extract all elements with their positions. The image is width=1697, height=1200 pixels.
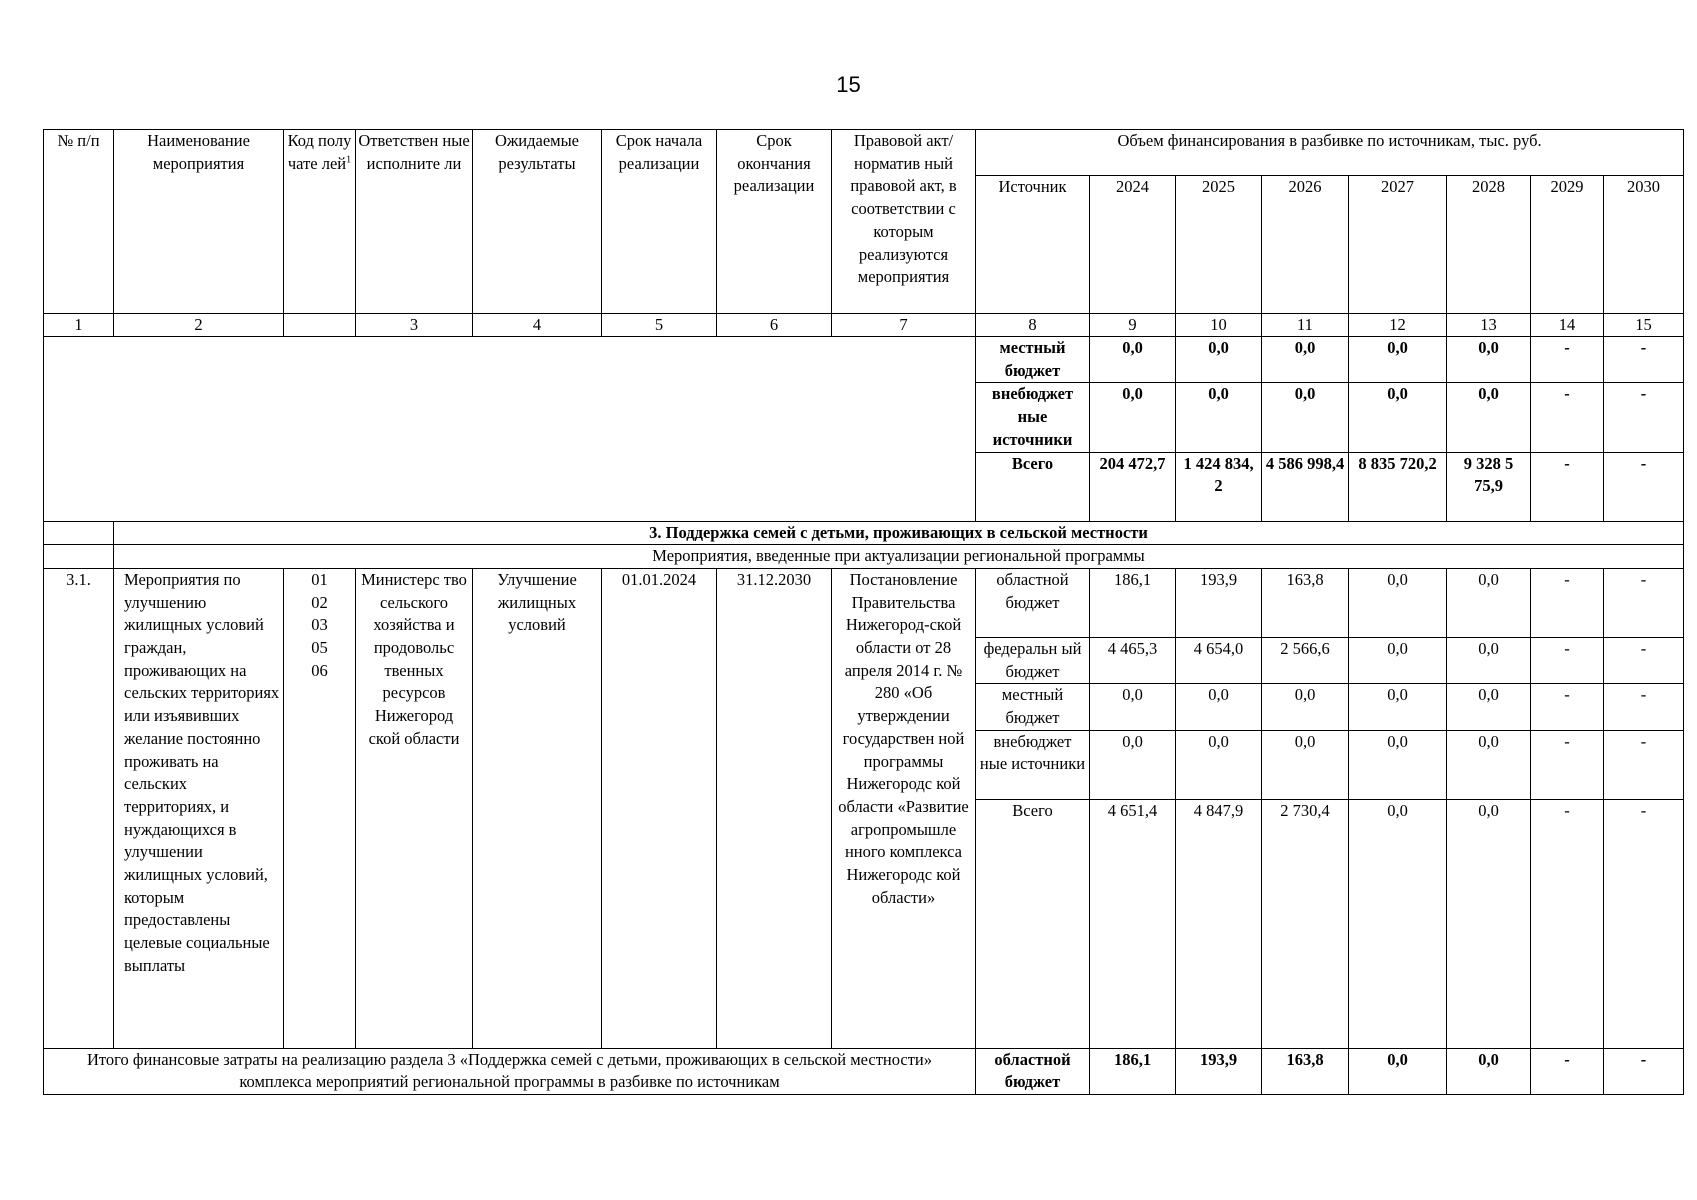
value-cell: 0,0 bbox=[1262, 383, 1349, 452]
value-cell: 0,0 bbox=[1349, 1048, 1447, 1094]
header-year: 2025 bbox=[1176, 176, 1262, 314]
value-cell: - bbox=[1531, 383, 1604, 452]
value-cell: - bbox=[1604, 452, 1684, 521]
value-cell: - bbox=[1531, 799, 1604, 1048]
code-item: 01 bbox=[311, 569, 328, 589]
value-cell: 0,0 bbox=[1349, 383, 1447, 452]
value-cell: 0,0 bbox=[1447, 383, 1531, 452]
header-year: 2029 bbox=[1531, 176, 1604, 314]
header-funding: Объем финансирования в разбивке по источникам, тыс. руб. bbox=[976, 130, 1684, 176]
header-end: Срок окончания реализации bbox=[717, 130, 832, 314]
section-title: 3. Поддержка семей с детьми, проживающих в сельской местности bbox=[114, 521, 1684, 545]
source-cell: Всего bbox=[976, 799, 1090, 1048]
value-cell: 0,0 bbox=[1349, 637, 1447, 683]
section-subtitle-row bbox=[44, 545, 1684, 569]
header-responsible: Ответствен ные исполните ли bbox=[356, 130, 473, 314]
page-number: 15 bbox=[836, 72, 861, 97]
carryover-blank bbox=[44, 337, 976, 522]
carryover-row bbox=[44, 337, 1684, 383]
funding-table bbox=[43, 129, 1684, 1095]
column-number: 12 bbox=[1349, 314, 1447, 337]
header-source: Источник bbox=[976, 176, 1090, 314]
header-year: 2027 bbox=[1349, 176, 1447, 314]
measure-name: Мероприятия по улучшению жилищных условий граждан, проживающих на сельских территориях или изъявивших желание постоянно проживать на сельских территориях, и нуждающихся в улучшении жилищных условий, которым предоставлены целевые социальные выплаты bbox=[114, 568, 284, 1048]
source-cell: местный бюджет bbox=[976, 337, 1090, 383]
value-cell: 0,0 bbox=[1447, 1048, 1531, 1094]
code-item: 05 bbox=[311, 638, 328, 658]
value-cell: 9 328 5 75,9 bbox=[1447, 452, 1531, 521]
value-cell: 1 424 834, 2 bbox=[1176, 452, 1262, 521]
value-cell: 0,0 bbox=[1447, 337, 1531, 383]
header-num: № п/п bbox=[44, 130, 114, 314]
column-number: 11 bbox=[1262, 314, 1349, 337]
value-cell: - bbox=[1531, 684, 1604, 730]
header-name: Наименование мероприятия bbox=[114, 130, 284, 314]
value-cell: 0,0 bbox=[1090, 730, 1176, 799]
header-year: 2030 bbox=[1604, 176, 1684, 314]
measure-start: 01.01.2024 bbox=[602, 568, 717, 1048]
header-year: 2026 bbox=[1262, 176, 1349, 314]
source-cell: внебюджет ные источники bbox=[976, 730, 1090, 799]
column-number: 7 bbox=[832, 314, 976, 337]
source-cell: федеральн ый бюджет bbox=[976, 637, 1090, 683]
value-cell: 0,0 bbox=[1090, 337, 1176, 383]
value-cell: 0,0 bbox=[1447, 568, 1531, 637]
section-title-row bbox=[44, 521, 1684, 545]
value-cell: 4 465,3 bbox=[1090, 637, 1176, 683]
column-number: 15 bbox=[1604, 314, 1684, 337]
value-cell: 0,0 bbox=[1176, 337, 1262, 383]
header-code bbox=[284, 130, 356, 314]
value-cell: - bbox=[1604, 637, 1684, 683]
value-cell: 2 730,4 bbox=[1262, 799, 1349, 1048]
column-number: 1 bbox=[44, 314, 114, 337]
value-cell: 4 654,0 bbox=[1176, 637, 1262, 683]
value-cell: 0,0 bbox=[1349, 337, 1447, 383]
value-cell: 0,0 bbox=[1090, 684, 1176, 730]
value-cell: 0,0 bbox=[1090, 383, 1176, 452]
value-cell: 0,0 bbox=[1349, 684, 1447, 730]
value-cell: 163,8 bbox=[1262, 1048, 1349, 1094]
measure-end: 31.12.2030 bbox=[717, 568, 832, 1048]
value-cell: - bbox=[1531, 452, 1604, 521]
measure-num: 3.1. bbox=[44, 568, 114, 1048]
value-cell: - bbox=[1531, 637, 1604, 683]
column-number: 14 bbox=[1531, 314, 1604, 337]
measure-row bbox=[44, 568, 1684, 637]
column-number: 3 bbox=[356, 314, 473, 337]
column-number-row bbox=[44, 314, 1684, 337]
total-row bbox=[44, 1048, 1684, 1094]
column-number: 6 bbox=[717, 314, 832, 337]
value-cell: 2 566,6 bbox=[1262, 637, 1349, 683]
value-cell: 0,0 bbox=[1447, 637, 1531, 683]
value-cell: 0,0 bbox=[1447, 799, 1531, 1048]
value-cell: 0,0 bbox=[1262, 684, 1349, 730]
value-cell: 0,0 bbox=[1447, 684, 1531, 730]
measure-expected: Улучшение жилищных условий bbox=[473, 568, 602, 1048]
header-start: Срок начала реализации bbox=[602, 130, 717, 314]
value-cell: 0,0 bbox=[1176, 383, 1262, 452]
value-cell: 163,8 bbox=[1262, 568, 1349, 637]
measure-responsible: Министерс тво сельского хозяйства и продовольс твенных ресурсов Нижегород ской области bbox=[356, 568, 473, 1048]
value-cell: - bbox=[1531, 1048, 1604, 1094]
value-cell: 0,0 bbox=[1262, 730, 1349, 799]
value-cell: 193,9 bbox=[1176, 1048, 1262, 1094]
value-cell: 8 835 720,2 bbox=[1349, 452, 1447, 521]
source-cell: Всего bbox=[976, 452, 1090, 521]
value-cell: - bbox=[1604, 568, 1684, 637]
value-cell: - bbox=[1604, 730, 1684, 799]
value-cell: 0,0 bbox=[1349, 799, 1447, 1048]
header-code-text: Код полу чате лей bbox=[287, 131, 352, 173]
column-number: 9 bbox=[1090, 314, 1176, 337]
value-cell: - bbox=[1604, 799, 1684, 1048]
header-year: 2028 bbox=[1447, 176, 1531, 314]
header-expected: Ожидаемые результаты bbox=[473, 130, 602, 314]
source-cell: местный бюджет bbox=[976, 684, 1090, 730]
column-number: 4 bbox=[473, 314, 602, 337]
column-number bbox=[284, 314, 356, 337]
code-item: 03 bbox=[311, 615, 328, 635]
section-subtitle: Мероприятия, введенные при актуализации региональной программы bbox=[114, 545, 1684, 569]
value-cell: 0,0 bbox=[1262, 337, 1349, 383]
value-cell: - bbox=[1531, 337, 1604, 383]
column-number: 2 bbox=[114, 314, 284, 337]
section-blank bbox=[44, 545, 114, 569]
value-cell: 193,9 bbox=[1176, 568, 1262, 637]
column-number: 13 bbox=[1447, 314, 1531, 337]
value-cell: 186,1 bbox=[1090, 568, 1176, 637]
value-cell: - bbox=[1604, 1048, 1684, 1094]
value-cell: - bbox=[1531, 730, 1604, 799]
column-number: 8 bbox=[976, 314, 1090, 337]
value-cell: 0,0 bbox=[1349, 568, 1447, 637]
value-cell: - bbox=[1604, 684, 1684, 730]
measure-codes bbox=[284, 568, 356, 1048]
column-number: 5 bbox=[602, 314, 717, 337]
value-cell: 4 586 998,4 bbox=[1262, 452, 1349, 521]
footnote-mark: 1 bbox=[346, 154, 352, 166]
value-cell: 186,1 bbox=[1090, 1048, 1176, 1094]
header-year: 2024 bbox=[1090, 176, 1176, 314]
code-item: 06 bbox=[311, 660, 328, 680]
header-row bbox=[44, 130, 1684, 176]
source-cell: внебюджет ные источники bbox=[976, 383, 1090, 452]
measure-legal-act: Постановление Правительства Нижегород-ской области от 28 апреля 2014 г. № 280 «Об утверждении государствен ной программы Нижегородс кой области «Развитие агропромышле нного комплекса Нижегородс кой области» bbox=[832, 568, 976, 1048]
section-blank bbox=[44, 521, 114, 545]
source-cell: областной бюджет bbox=[976, 1048, 1090, 1094]
value-cell: 204 472,7 bbox=[1090, 452, 1176, 521]
value-cell: - bbox=[1531, 568, 1604, 637]
column-number: 10 bbox=[1176, 314, 1262, 337]
source-cell: областной бюджет bbox=[976, 568, 1090, 637]
value-cell: 4 847,9 bbox=[1176, 799, 1262, 1048]
value-cell: - bbox=[1604, 337, 1684, 383]
code-item: 02 bbox=[311, 592, 328, 612]
value-cell: 0,0 bbox=[1176, 684, 1262, 730]
total-label: Итого финансовые затраты на реализацию раздела 3 «Поддержка семей с детьми, проживающих в сельской местности» комплекса мероприятий региональной программы в разбивке по источникам bbox=[44, 1048, 976, 1094]
header-legal-act: Правовой акт/норматив ный правовой акт, в соответствии с которым реализуются мероприятия bbox=[832, 130, 976, 314]
value-cell: 0,0 bbox=[1447, 730, 1531, 799]
value-cell: 0,0 bbox=[1349, 730, 1447, 799]
value-cell: - bbox=[1604, 383, 1684, 452]
value-cell: 4 651,4 bbox=[1090, 799, 1176, 1048]
value-cell: 0,0 bbox=[1176, 730, 1262, 799]
